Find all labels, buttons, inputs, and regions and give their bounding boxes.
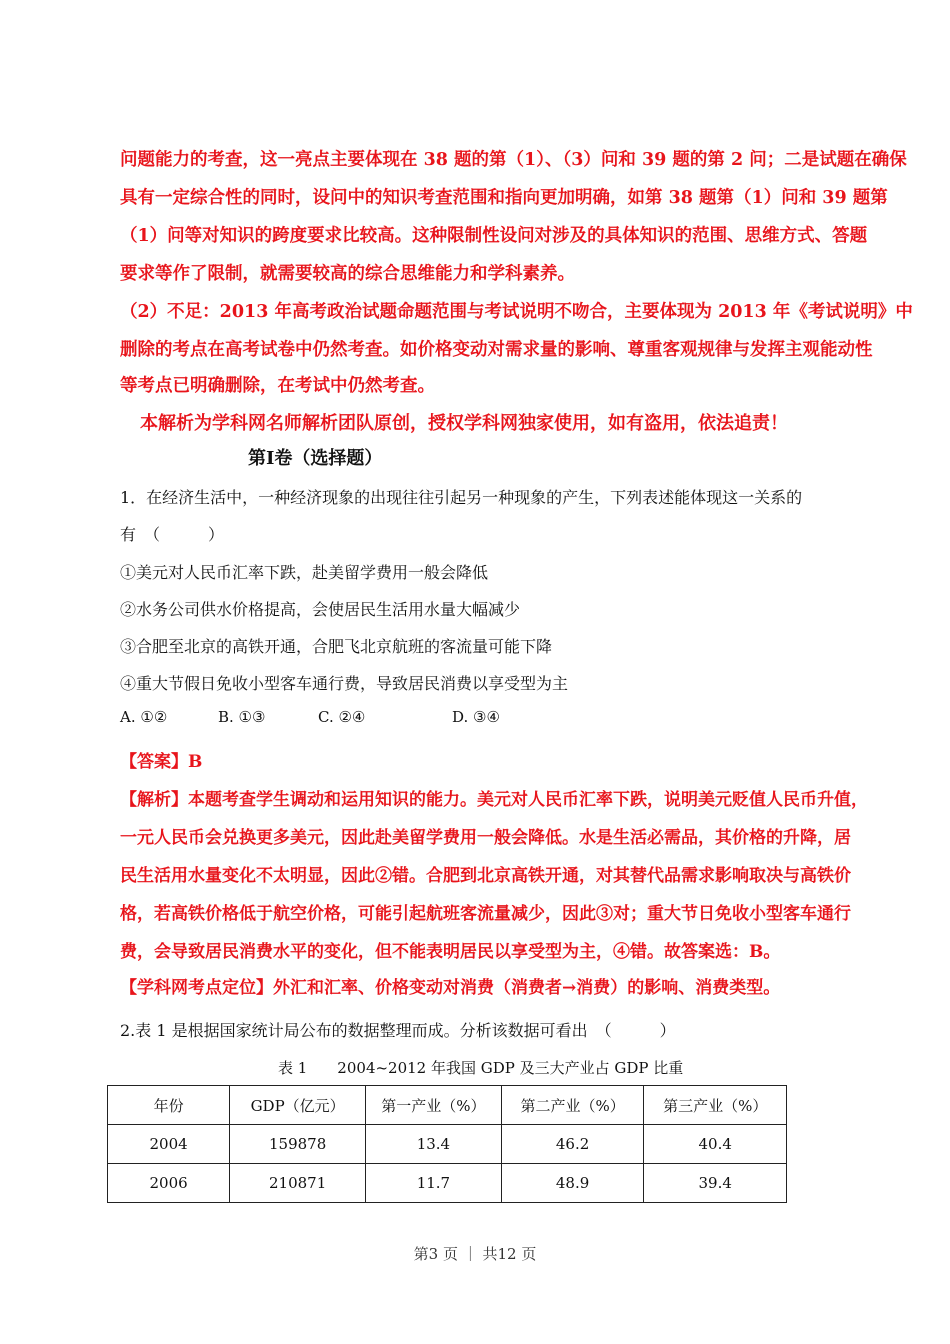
commentary-line: （1）问等对知识的跨度要求比较高。这种限制性设问对涉及的具体知识的范围、思维方式、答题 [120,226,868,246]
commentary-line: 具有一定综合性的同时，设问中的知识考查范围和指向更加明确，如第 38 题第（1）问和 39 题第 [120,188,888,208]
table-cell: 210871 [230,1164,366,1203]
table-cell: 39.4 [644,1164,787,1203]
question-stem: 有 （ ） [120,525,225,544]
commentary-line: （2）不足：2013 年高考政治试题命题范围与考试说明不吻合，主要体现为 2013 年《考试说明》中 [120,302,913,322]
table-header-cell: 第一产业（%） [366,1086,502,1125]
explanation-line: 费，会导致居民消费水平的变化，但不能表明居民以享受型为主，④错。故答案选：B。 [120,942,781,962]
statement-item: ①美元对人民币汇率下跌，赴美留学费用一般会降低 [120,563,489,582]
statement-item: ④重大节假日免收小型客车通行费，导致居民消费以享受型为主 [120,674,569,693]
table-cell: 159878 [230,1125,366,1164]
question-stem: 1．在经济生活中，一种经济现象的出现往往引起另一种现象的产生，下列表述能体现这一关系的 [120,488,803,507]
page-footer: 第3 页 ｜ 共12 页 [413,1245,537,1263]
option-c: C. ②④ [318,708,366,726]
table-row [108,1125,787,1164]
table-header-cell: 第三产业（%） [644,1086,787,1125]
table-cell: 2004 [108,1125,230,1164]
statement-item: ②水务公司供水价格提高，会使居民生活用水量大幅减少 [120,600,521,619]
table-header-row [108,1086,787,1125]
explanation-line: 【解析】本题考查学生调动和运用知识的能力。美元对人民币汇率下跌，说明美元贬值人民币升值， [120,790,868,810]
answer-value: B [188,752,203,772]
option-b: B. ①③ [218,708,266,726]
table-cell: 40.4 [644,1125,787,1164]
copyright-notice: 本解析为学科网名师解析团队原创，授权学科网独家使用，如有盗用，依法追责！ [140,413,788,434]
section-title: 第Ⅰ卷（选择题） [248,448,383,469]
knowledge-point-line: 【学科网考点定位】外汇和汇率、价格变动对消费（消费者→消费）的影响、消费类型。 [120,978,781,998]
table-cell: 13.4 [366,1125,502,1164]
commentary-line: 问题能力的考查，这一亮点主要体现在 38 题的第（1）、（3）问和 39 题的第 2 问；二是试题在确保 [120,150,907,170]
answer-options [120,708,500,726]
table-header-cell: 第二产业（%） [501,1086,644,1125]
table-header-cell: 年份 [108,1086,230,1125]
table-cell: 2006 [108,1164,230,1203]
table-cell: 48.9 [501,1164,644,1203]
explanation-line: 一元人民币会兑换更多美元，因此赴美留学费用一般会降低。水是生活必需品，其价格的升降，居 [120,828,851,848]
question-stem: 2.表 1 是根据国家统计局公布的数据整理而成。分析该数据可看出 （ ） [120,1021,676,1040]
table-cell: 11.7 [366,1164,502,1203]
answer-label: 【答案】 [120,752,188,772]
gdp-table [107,1085,787,1203]
commentary-line: 要求等作了限制，就需要较高的综合思维能力和学科素养。 [120,264,575,284]
option-d: D. ③④ [452,708,500,726]
explanation-line: 格，若高铁价格低于航空价格，可能引起航班客流量减少，因此③对；重大节日免收小型客车通行 [120,904,851,924]
answer-line [120,747,202,772]
commentary-line: 删除的考点在高考试卷中仍然考查。如价格变动对需求量的影响、尊重客观规律与发挥主观能动性 [120,340,873,360]
table-cell: 46.2 [501,1125,644,1164]
explanation-line: 民生活用水量变化不太明显，因此②错。合肥到北京高铁开通，对其替代品需求影响取决与高铁价 [120,866,851,886]
table-header-cell: GDP（亿元） [230,1086,366,1125]
table-caption: 表 1 2004~2012 年我国 GDP 及三大产业占 GDP 比重 [278,1059,684,1077]
option-a: A. ①② [120,708,168,726]
commentary-line: 等考点已明确删除，在考试中仍然考查。 [120,376,435,396]
statement-item: ③合肥至北京的高铁开通，合肥飞北京航班的客流量可能下降 [120,637,553,656]
table-row [108,1164,787,1203]
